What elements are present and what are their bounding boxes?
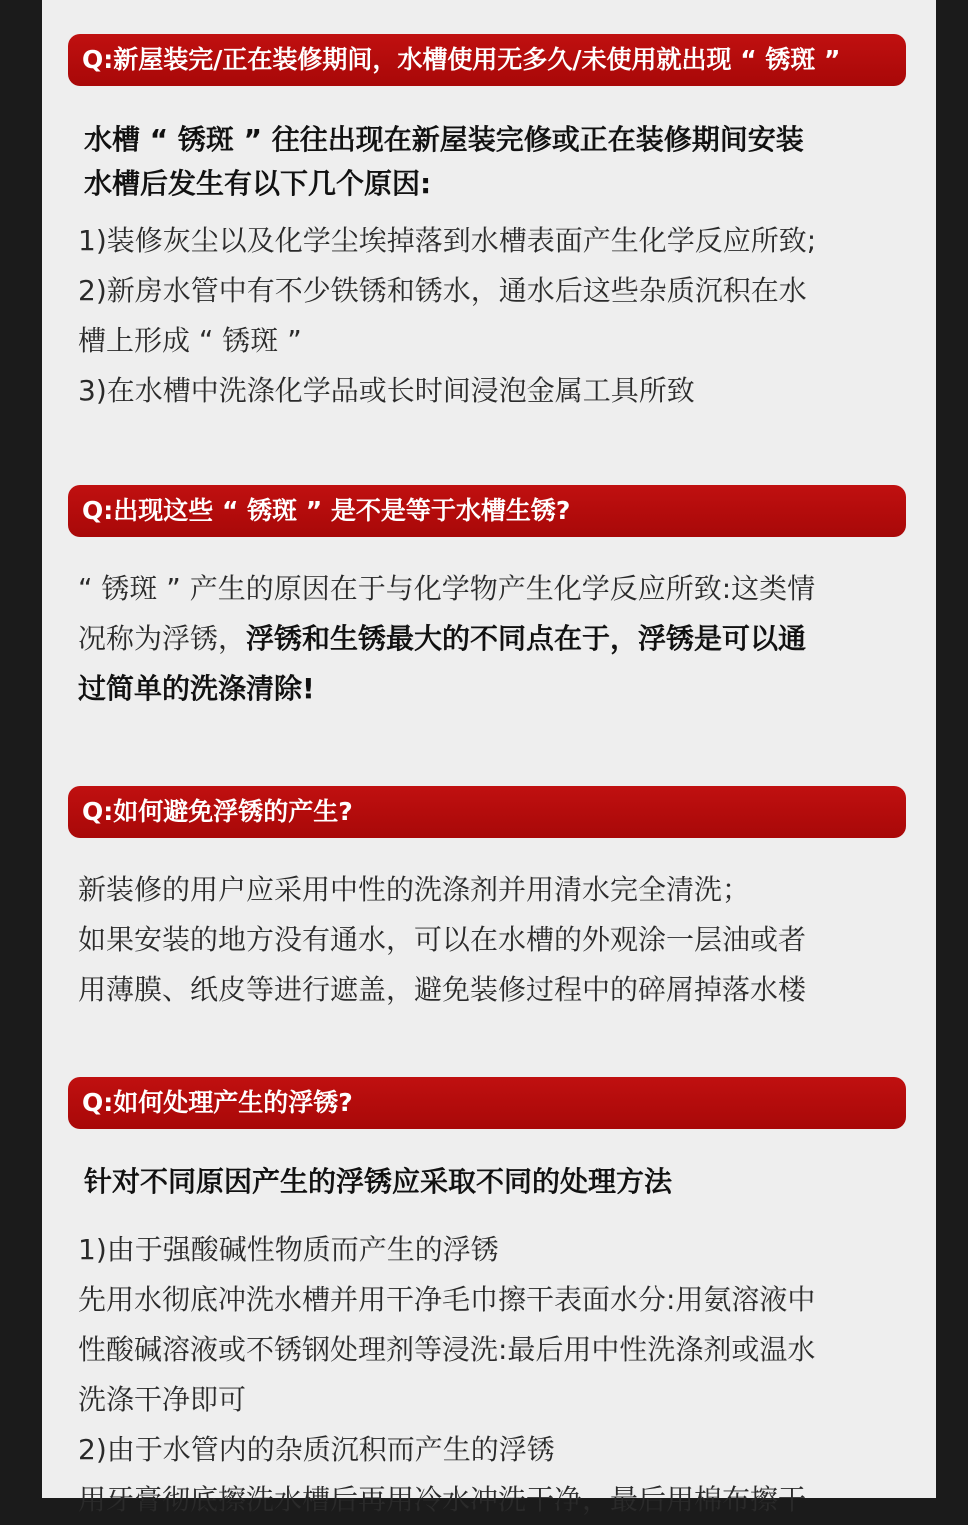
article-page <box>42 0 936 1516</box>
question-banner-4: Q:如何处理产生的浮锈? <box>68 1077 906 1129</box>
section-3-line-2: 如果安装的地方没有通水，可以在水槽的外观涂一层油或者 <box>78 923 807 956</box>
section-1-intro-line-2: 水槽后发生有以下几个原因: <box>84 167 432 200</box>
section-4-line-6: 用牙膏彻底擦洗水槽后再用冷水冲洗干净，最后用棉布擦干 <box>78 1483 807 1516</box>
section-3-line-3: 用薄膜、纸皮等进行遮盖，避免装修过程中的碎屑掉落水楼 <box>78 973 807 1006</box>
section-2-line-2-emphasis: 浮锈和生锈最大的不同点在于，浮锈是可以通 <box>246 622 807 655</box>
section-2-line-1: “ 锈斑 ” 产生的原因在于与化学物产生化学反应所致:这类情 <box>78 572 816 605</box>
section-4-line-2: 先用水彻底冲洗水槽并用干净毛巾擦干表面水分:用氨溶液中 <box>78 1283 816 1316</box>
section-1-line-3: 槽上形成 “ 锈斑 ” <box>78 324 302 357</box>
section-3-line-1: 新装修的用户应采用中性的洗涤剂并用清水完全清洗； <box>78 873 751 906</box>
section-2-line-2-normal: 况称为浮锈， <box>78 622 247 655</box>
question-banner-2: Q:出现这些 “ 锈斑 ” 是不是等于水槽生锈? <box>68 485 906 537</box>
section-1-line-4: 3)在水槽中洗涤化学品或长时间浸泡金属工具所致 <box>78 374 695 407</box>
section-1-line-2: 2)新房水管中有不少铁锈和锈水，通水后这些杂质沉积在水 <box>78 274 807 307</box>
section-1-intro-line-1: 水槽 “ 锈斑 ” 往往出现在新屋装完修或正在装修期间安装 <box>84 123 804 156</box>
section-4-line-4: 洗涤干净即可 <box>78 1383 247 1416</box>
section-4-line-5: 2)由于水管内的杂质沉积而产生的浮锈 <box>78 1433 555 1466</box>
section-1-line-1: 1)装修灰尘以及化学尘埃掉落到水槽表面产生化学反应所致; <box>78 224 817 257</box>
section-4-line-1: 1)由于强酸碱性物质而产生的浮锈 <box>78 1233 499 1266</box>
section-2-line-2 <box>78 614 908 664</box>
question-banner-3: Q:如何避免浮锈的产生? <box>68 786 906 838</box>
section-4-intro: 针对不同原因产生的浮锈应采取不同的处理方法 <box>84 1165 673 1198</box>
section-4-line-3: 性酸碱溶液或不锈钢处理剂等浸洗:最后用中性洗涤剂或温水 <box>78 1333 816 1366</box>
section-2-line-3-emphasis: 过简单的洗涤清除! <box>78 672 315 705</box>
question-banner-1: Q:新屋装完/正在装修期间，水槽使用无多久/未使用就出现 “ 锈斑 ” <box>68 34 906 86</box>
